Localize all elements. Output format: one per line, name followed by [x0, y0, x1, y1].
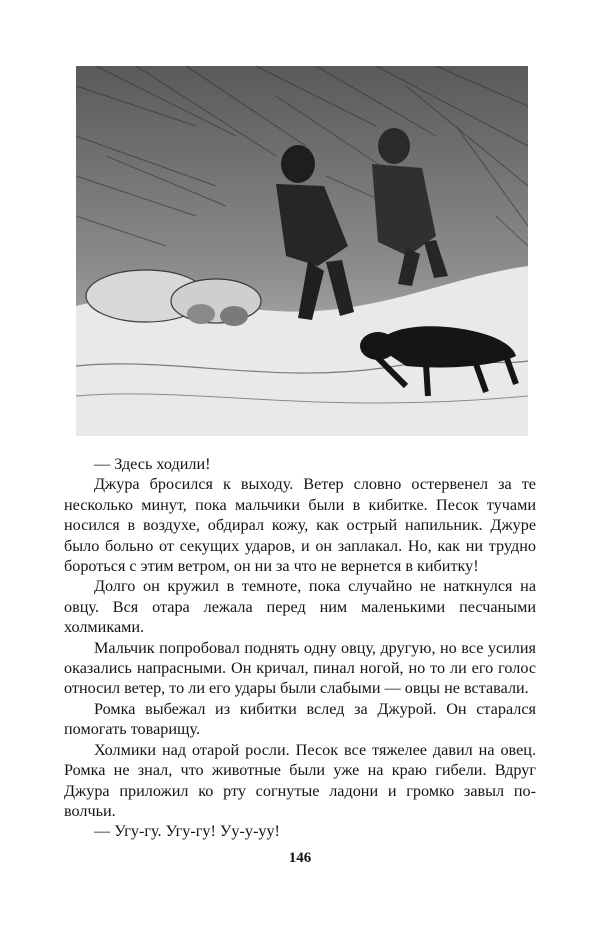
- paragraph: — Здесь ходили!: [94, 455, 211, 473]
- story-text: [64, 454, 536, 842]
- page-number: 146: [288, 850, 312, 866]
- paragraph: Ромка выбежал из кибитки вслед за Джурой. Он старался помогать товарищу.: [64, 699, 536, 739]
- sandstorm-illustration: [76, 66, 528, 436]
- paragraph: Мальчик попробовал поднять одну овцу, другую, но все усилия оказались напрасными. Он кричал, пинал ногой, но то ли его голос относил ветер, то ли его удары были слабыми — овцы не вставали.: [64, 638, 536, 698]
- paragraph: Джура бросился к выходу. Ветер словно остервенел за те несколько минут, пока мальчики были в кибитке. Песок тучами носился в воздухе, обдирал кожу, как острый напильник. Джуре было больно от секущих ударов, и он заплакал. Но, как ни трудно бороться с этим ветром, он ни за что не вернется в кибитку!: [64, 475, 536, 576]
- paragraph: — Угу-гу. Угу-гу! Уу-у-уу!: [94, 822, 280, 841]
- paragraph: Долго он кружил в темноте, пока случайно не наткнулся на овцу. Вся отара лежала перед ним маленькими песчаными холмиками.: [64, 577, 536, 637]
- paragraph: Холмики над отарой росли. Песок все тяжелее давил на овец. Ромка не знал, что животные были уже на краю гибели. Вдруг Джура приложил ко рту согнутые ладони и громко завыл по-волчьи.: [64, 740, 536, 820]
